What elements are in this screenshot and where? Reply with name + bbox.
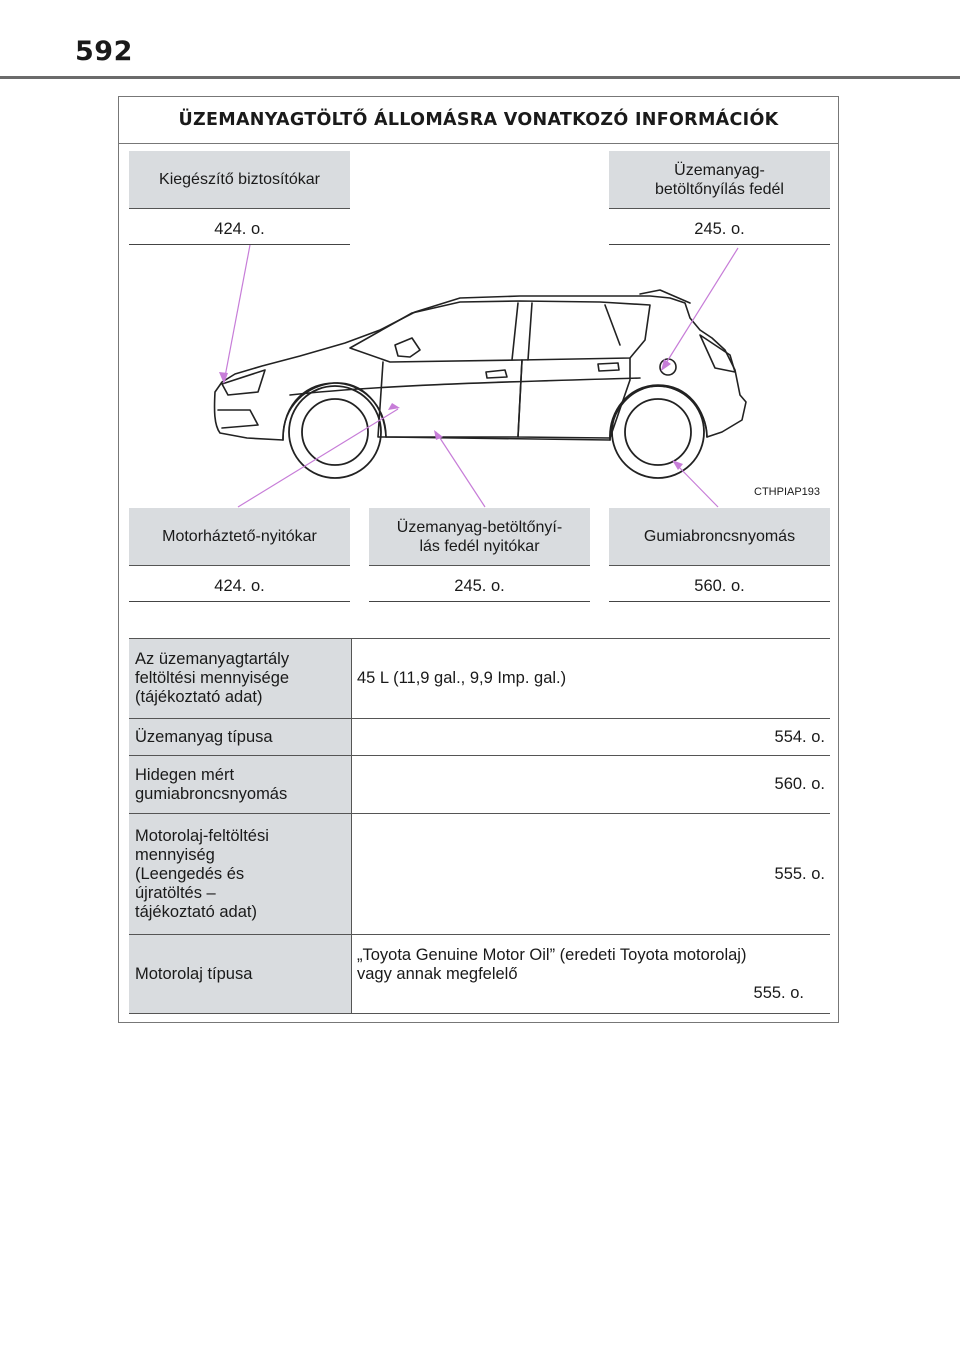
label-hood-lever: Motorháztető-nyitókar (129, 508, 350, 566)
spec-key-fuel-type: Üzemanyag típusa (129, 719, 352, 756)
car-b-pillar (512, 303, 518, 360)
figure-code: CTHPIAP193 (754, 486, 821, 498)
spec-key-cold-tire-pressure: Hidegen mért gumiabroncsnyomás (129, 756, 352, 814)
car-front-handle (486, 370, 507, 378)
arrow-hood-lever (388, 403, 400, 410)
section-title: ÜZEMANYAGTÖLTŐ ÁLLOMÁSRA VONATKOZÓ INFORMÁCIÓK (119, 97, 838, 144)
table-row (129, 935, 830, 1014)
car-pillar-2 (528, 303, 532, 360)
car-rear-window (605, 305, 620, 345)
ref-fuel-door-opener: 245. o. (369, 567, 590, 602)
table-row (129, 719, 830, 756)
car-window-line (350, 301, 650, 362)
spec-key-oil-type: Motorolaj típusa (129, 935, 352, 1014)
label-aux-lever: Kiegészítő biztosítókar (129, 151, 350, 209)
ref-fuel-door: 245. o. (609, 210, 830, 245)
spec-value-oil-type: „Toyota Genuine Motor Oil” (eredeti Toyota motorolaj) vagy annak megfelelő 555. o. (352, 935, 831, 1014)
callout-line-fuel-opener (436, 432, 485, 507)
label-tire-pressure: Gumiabroncsnyomás (609, 508, 830, 566)
spec-value-tank-capacity: 45 L (11,9 gal., 9,9 Imp. gal.) (352, 639, 831, 719)
ref-tire-pressure: 560. o. (609, 567, 830, 602)
front-wheel-rim (302, 399, 368, 465)
callout-line-tire (674, 462, 718, 507)
arrow-tire (672, 460, 683, 470)
callout-line-fuel-door (663, 248, 738, 368)
car-body-outline (215, 296, 746, 440)
table-row (129, 639, 830, 719)
car-mirror (395, 338, 420, 357)
ref-hood-lever: 424. o. (129, 567, 350, 602)
spec-table (129, 638, 830, 1014)
car-rear-handle (598, 363, 619, 371)
spec-value-oil-capacity: 555. o. (352, 814, 831, 935)
table-row (129, 814, 830, 935)
car-headlight (222, 370, 265, 395)
spec-key-tank-capacity: Az üzemanyagtartály feltöltési mennyisége (tájékoztató adat) (129, 639, 352, 719)
ref-aux-lever: 424. o. (129, 210, 350, 245)
spec-value-fuel-type: 554. o. (352, 719, 831, 756)
car-taillight (700, 335, 735, 372)
page-number: 592 (75, 36, 133, 67)
car-front-grille (218, 410, 258, 428)
rear-wheel-rim (625, 399, 691, 465)
table-row (129, 756, 830, 814)
label-fuel-door: Üzemanyag- betöltőnyílás fedél (609, 151, 830, 209)
car-front-door (378, 360, 522, 437)
spec-key-oil-capacity: Motorolaj-feltöltési mennyiség (Leengedés és újratöltés – tájékoztató adat) (129, 814, 352, 935)
callout-line-aux-lever (224, 245, 250, 382)
spec-value-cold-tire-pressure: 560. o. (352, 756, 831, 814)
label-fuel-door-opener: Üzemanyag-betöltőnyí- lás fedél nyitókar (369, 508, 590, 566)
